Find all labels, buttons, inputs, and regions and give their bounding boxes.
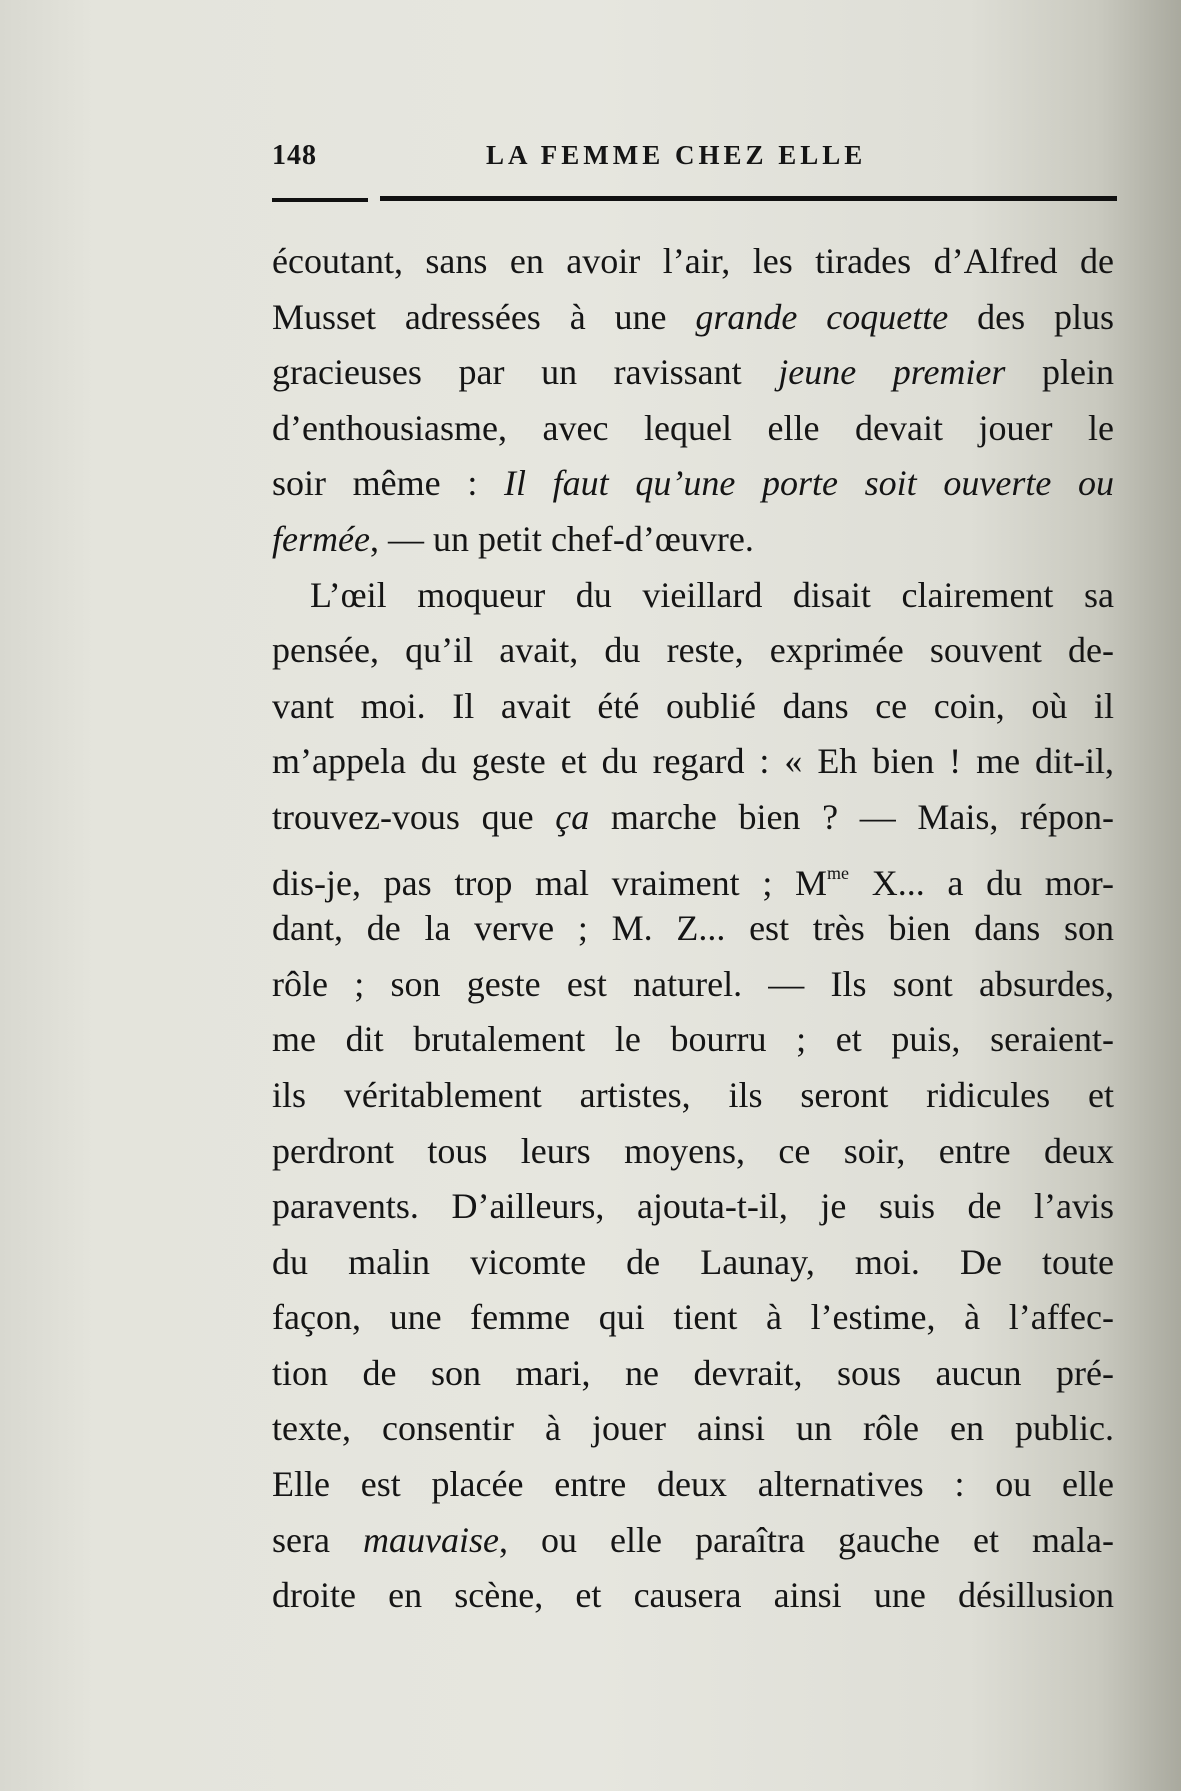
text-line: droite en scène, et causera ainsi une désillusion	[272, 1575, 1114, 1616]
paragraph-start-line: L’œil moqueur du vieillard disait clairement sa	[310, 574, 1114, 615]
text-line: Elle est placée entre deux alternatives : ou elle	[272, 1464, 1114, 1505]
running-title: LA FEMME CHEZ ELLE	[486, 140, 867, 170]
header-rule-long	[380, 196, 1117, 201]
text-line: texte, consentir à jouer ainsi un rôle en public.	[272, 1408, 1114, 1449]
italic-phrase: fermée	[272, 518, 370, 559]
page-header	[272, 140, 1117, 180]
text-line: soir même : Il faut qu’une porte soit ouverte ou	[272, 463, 1114, 504]
page-number: 148	[272, 140, 317, 171]
italic-phrase: grande coquette	[695, 296, 949, 337]
text-line: fermée, — un petit chef-d’œuvre.	[272, 518, 754, 559]
text-line: me dit brutalement le bourru ; et puis, seraient-	[272, 1019, 1114, 1060]
text-line: gracieuses par un ravissant jeune premier plein	[272, 352, 1115, 393]
text-line: paravents. D’ailleurs, ajouta-t-il, je suis de l’avis	[272, 1186, 1114, 1227]
text-line: dis-je, pas trop mal vraiment ; $M^{me}$ X... a du mor-	[272, 862, 1115, 903]
text-line: pensée, qu’il avait, du reste, exprimée souvent de-	[272, 630, 1114, 671]
italic-phrase: Il faut qu’une porte soit ouverte ou	[504, 463, 1114, 504]
text-line: perdront tous leurs moyens, ce soir, entre deux	[272, 1130, 1114, 1171]
superscript: me	[827, 862, 850, 883]
text-line: écoutant, sans en avoir l’air, les tirades d’Alfred de	[272, 241, 1114, 281]
text-line: vant moi. Il avait été oublié dans ce coin, où il	[272, 685, 1114, 726]
header-rule-short	[272, 198, 368, 202]
italic-phrase: jeune premier	[778, 352, 1006, 393]
text-line: d’enthousiasme, avec lequel elle devait jouer le	[272, 407, 1114, 448]
text-line: sera mauvaise, ou elle paraîtra gauche et mala-	[272, 1519, 1114, 1560]
text-line: rôle ; son geste est naturel. — Ils sont absurdes,	[272, 963, 1114, 1004]
text-line: Musset adressées à une grande coquette des plus	[272, 296, 1114, 337]
body-text	[272, 234, 1114, 1624]
text-line: du malin vicomte de Launay, moi. De toute	[272, 1241, 1114, 1282]
text-line: m’appela du geste et du regard : « Eh bien ! me dit-il,	[272, 741, 1114, 782]
text-line: façon, une femme qui tient à l’estime, à l’affec-	[272, 1297, 1114, 1338]
text-line: tion de son mari, ne devrait, sous aucun pré-	[272, 1352, 1114, 1393]
text-line: dant, de la verve ; M. Z... est très bien dans son	[272, 908, 1114, 949]
text-line: ils véritablement artistes, ils seront ridicules et	[272, 1074, 1114, 1115]
text-line: trouvez-vous que ça marche bien ? — Mais, répon-	[272, 796, 1114, 837]
italic-phrase: ça	[555, 796, 590, 837]
italic-phrase: mauvaise	[363, 1519, 499, 1560]
